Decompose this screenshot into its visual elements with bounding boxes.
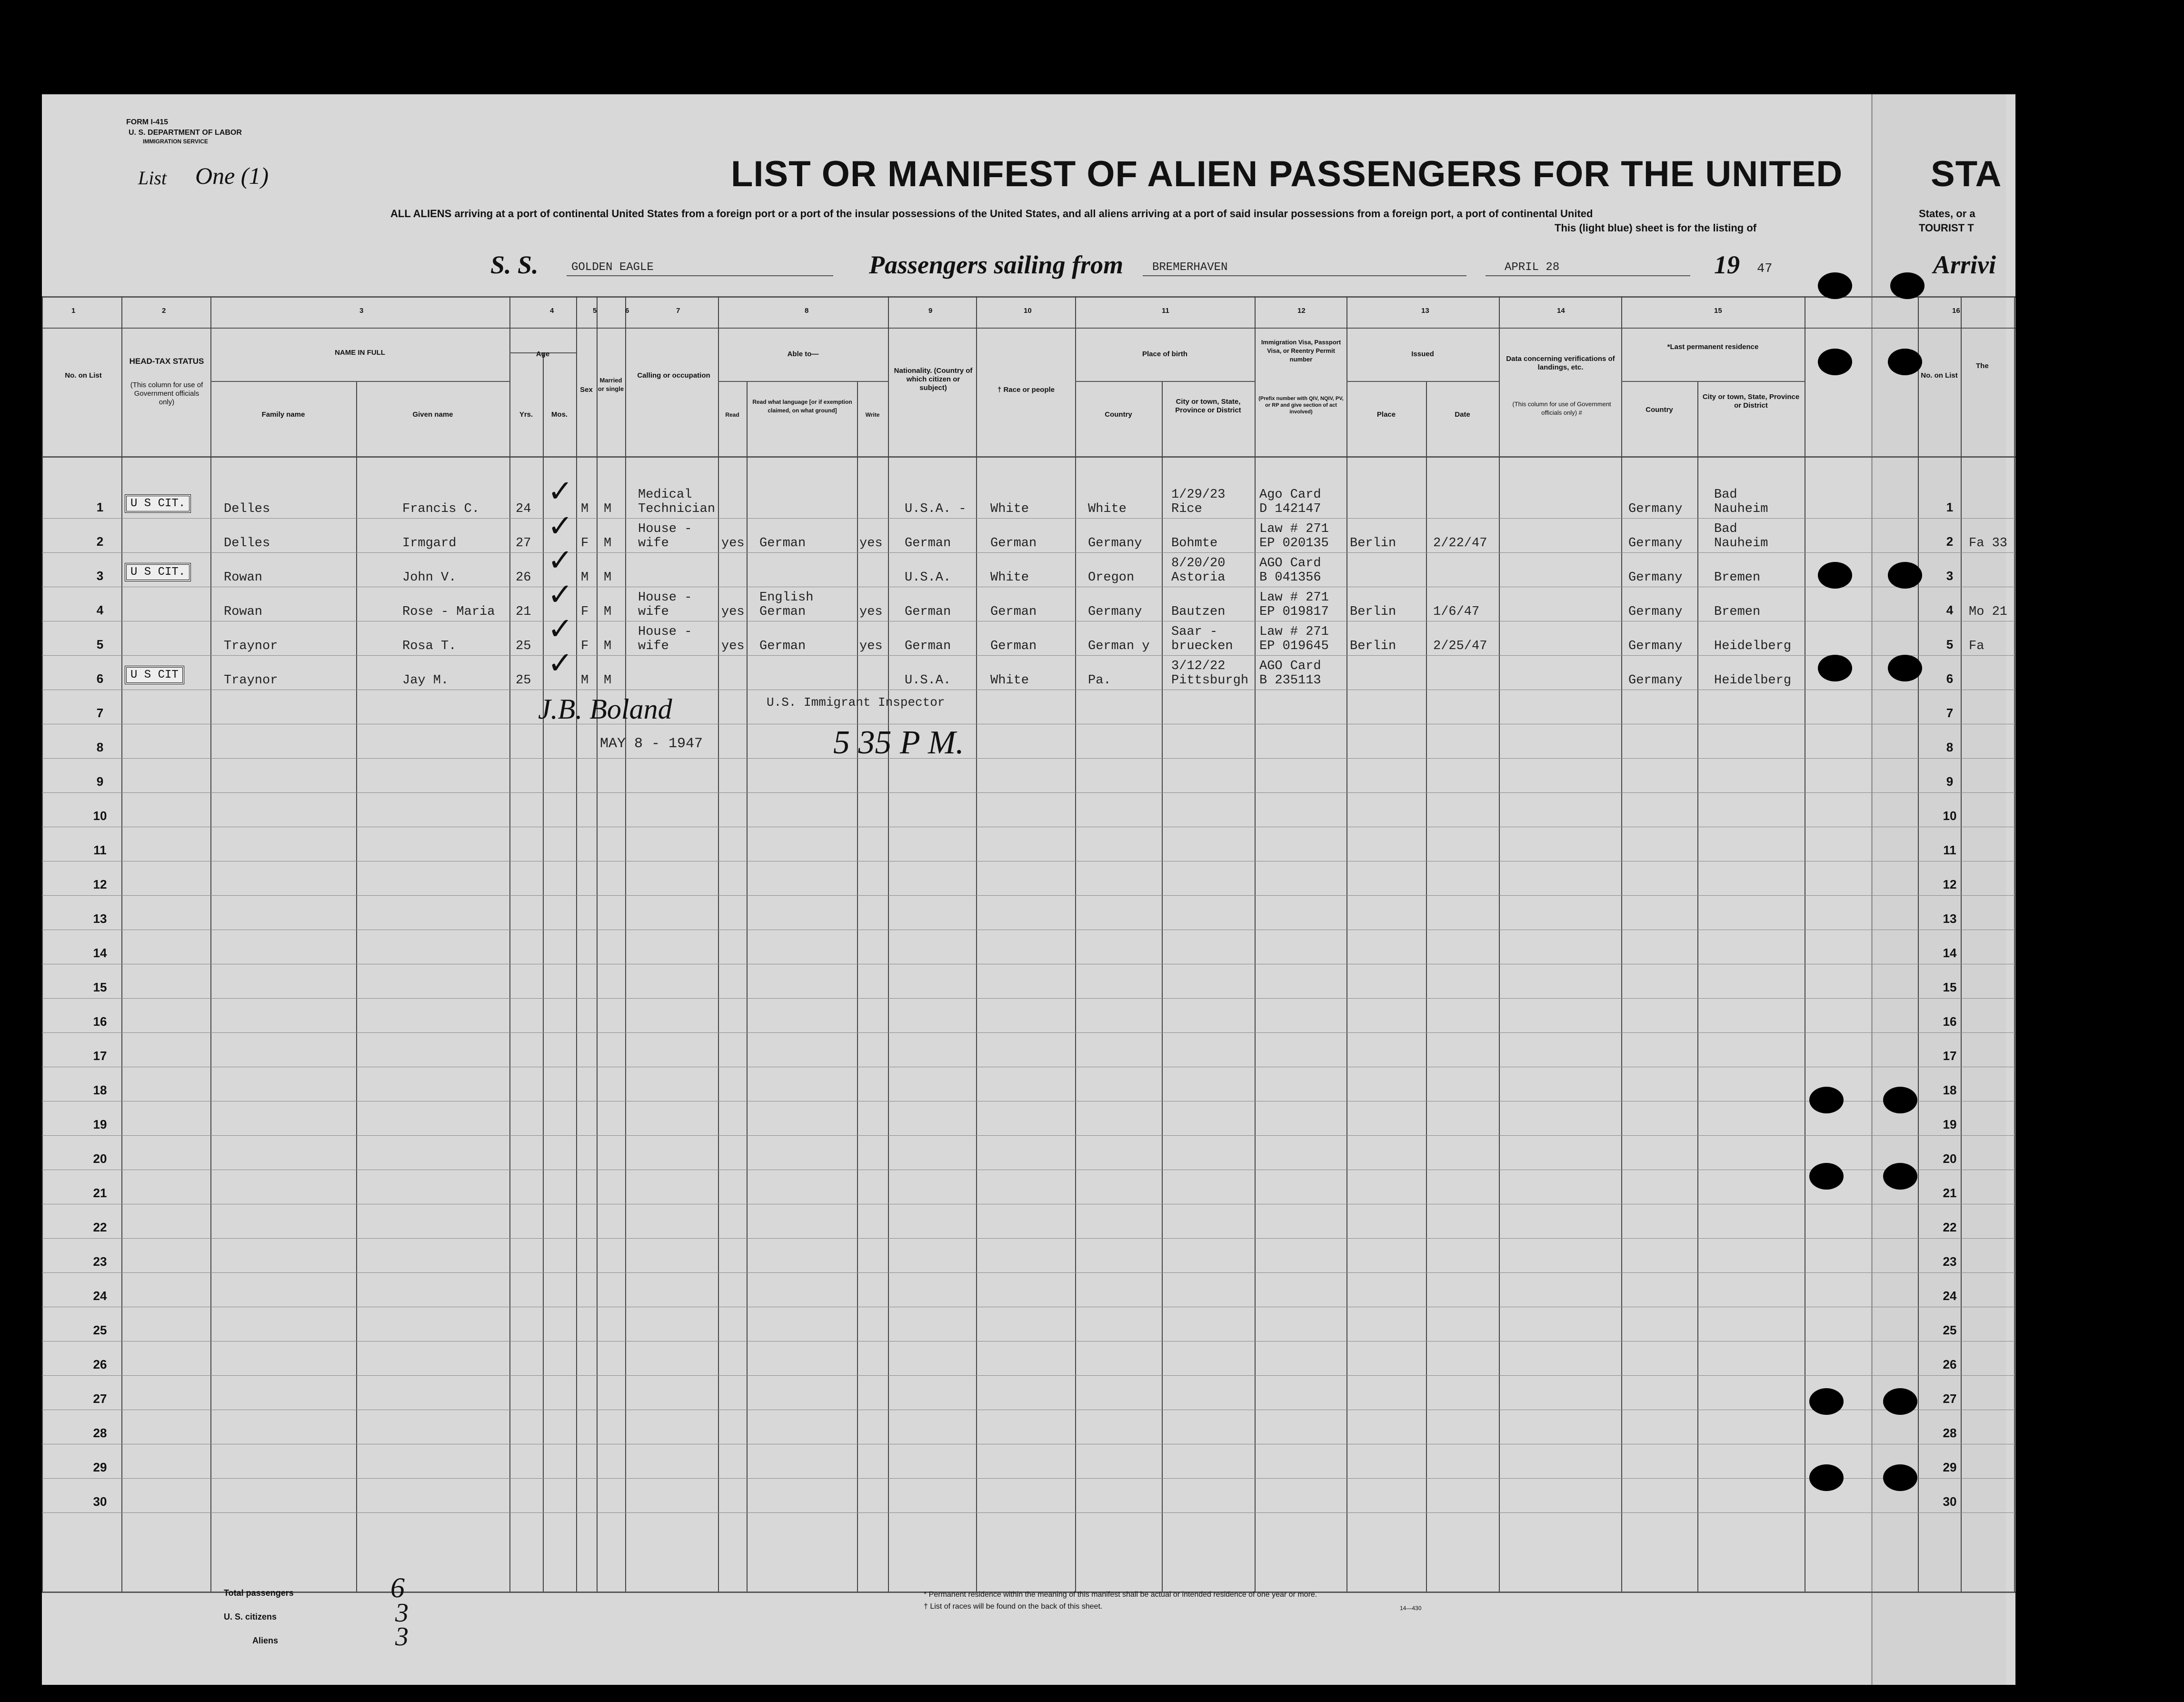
header-issued-date: Date bbox=[1455, 410, 1470, 419]
list-value: One (1) bbox=[195, 162, 269, 189]
cell-rcity1: Bad bbox=[1714, 522, 1737, 536]
cell-bcity2: bruecken bbox=[1171, 639, 1233, 653]
cell-write: yes bbox=[859, 639, 883, 653]
cell-place: Berlin bbox=[1350, 536, 1396, 551]
cell-sex: F bbox=[581, 605, 589, 619]
total-passengers-label: Total passengers bbox=[224, 1588, 294, 1598]
us-citizen-stamp: U S CIT. bbox=[125, 494, 191, 513]
row-rule bbox=[42, 552, 2015, 553]
cell-yrs: 25 bbox=[516, 673, 531, 688]
col-number-11: 11 bbox=[1162, 307, 1169, 315]
header-verifications: Data concerning verifications of landings, etc. bbox=[1506, 355, 1615, 371]
punch-hole bbox=[1818, 655, 1852, 681]
row-number: 14 bbox=[93, 946, 107, 960]
cell-bcountry: Pa. bbox=[1088, 673, 1111, 688]
cell-ms: M bbox=[604, 502, 612, 516]
cell-ms: M bbox=[604, 639, 612, 653]
cell-visa2: B 041356 bbox=[1259, 571, 1321, 585]
punch-hole bbox=[1883, 1464, 1917, 1491]
header-verif-note: (This column for use of Government officials only) # bbox=[1512, 400, 1611, 416]
footnote-races: † List of races will be found on the back of this sheet. bbox=[924, 1602, 1103, 1611]
cell-family: Rowan bbox=[224, 605, 263, 619]
row-rule bbox=[42, 1512, 2015, 1513]
row-number: 15 bbox=[93, 980, 107, 994]
header-no-on-list: No. on List bbox=[65, 371, 102, 380]
punch-hole bbox=[1888, 655, 1922, 681]
cell-sex: F bbox=[581, 536, 589, 551]
row-number: 6 bbox=[96, 671, 104, 686]
cell-bcountry: Germany bbox=[1088, 536, 1142, 551]
cell-given: Irmgard bbox=[402, 536, 457, 551]
us-citizen-stamp: U S CIT. bbox=[125, 563, 191, 581]
check-mark: ✓ bbox=[548, 474, 573, 509]
row-number-right: 24 bbox=[1943, 1289, 1957, 1303]
aliens-value: 3 bbox=[395, 1622, 409, 1652]
cell-nat: German bbox=[905, 605, 951, 619]
us-citizen-stamp: U S CIT bbox=[125, 666, 184, 684]
cell-rcity2: Nauheim bbox=[1714, 502, 1768, 516]
cell-ms: M bbox=[604, 605, 612, 619]
header-mos: Mos. bbox=[551, 410, 568, 419]
check-mark: ✓ bbox=[548, 577, 573, 612]
cell-visa1: Law # 271 bbox=[1259, 522, 1329, 536]
cell-bcountry: German y bbox=[1088, 639, 1150, 653]
header-family-name: Family name bbox=[261, 410, 305, 419]
col-number-5: 5 bbox=[593, 307, 597, 315]
cell-sex: M bbox=[581, 502, 589, 516]
row-number: 22 bbox=[93, 1220, 107, 1234]
row-number-right: 21 bbox=[1943, 1186, 1957, 1200]
cell-race: German bbox=[990, 605, 1037, 619]
col-number-1: 1 bbox=[71, 307, 76, 315]
cell-race: White bbox=[990, 673, 1029, 688]
header-calling: Calling or occupation bbox=[637, 371, 710, 380]
col-number-12: 12 bbox=[1297, 307, 1306, 315]
row-number: 25 bbox=[93, 1323, 107, 1337]
cell-write: yes bbox=[859, 536, 883, 551]
cell-rcity2: Heidelberg bbox=[1714, 673, 1792, 688]
row-number-right: 27 bbox=[1943, 1392, 1957, 1406]
row-rule bbox=[42, 998, 2015, 999]
cell-read: yes bbox=[721, 639, 745, 653]
cell-bcountry: White bbox=[1088, 502, 1127, 516]
col-number-14: 14 bbox=[1557, 307, 1565, 315]
row-number: 28 bbox=[93, 1426, 107, 1440]
cell-rcity2: Nauheim bbox=[1714, 536, 1768, 551]
col-number-2: 2 bbox=[162, 307, 166, 315]
cell-bcity1: 3/12/22 bbox=[1171, 659, 1226, 673]
cell-calling1: House - bbox=[638, 591, 692, 605]
row-rule bbox=[42, 1238, 2015, 1239]
cell-bcity1: 8/20/20 bbox=[1171, 556, 1226, 571]
punch-hole bbox=[1883, 1087, 1917, 1113]
cell-nat: U.S.A. bbox=[905, 673, 951, 688]
cell-bcity1: Saar - bbox=[1171, 625, 1218, 639]
row-rule bbox=[42, 1341, 2015, 1342]
row-rule bbox=[42, 518, 2015, 519]
cell-bcity1: 1/29/23 bbox=[1171, 488, 1226, 502]
punch-hole bbox=[1883, 1163, 1917, 1190]
row-number-right: 1 bbox=[1946, 500, 1954, 514]
row-rule bbox=[42, 792, 2015, 793]
header-yrs: Yrs. bbox=[519, 410, 533, 419]
header-place-of-birth: Place of birth bbox=[1142, 350, 1188, 358]
punch-hole bbox=[1888, 562, 1922, 589]
cell-given: Jay M. bbox=[402, 673, 449, 688]
row-number: 8 bbox=[96, 740, 104, 754]
us-citizens-value: 3 bbox=[395, 1598, 409, 1628]
cell-family: Delles bbox=[224, 502, 270, 516]
row-number-right: 10 bbox=[1943, 809, 1957, 823]
header-read: Read bbox=[725, 411, 739, 418]
row-rule bbox=[42, 1478, 2015, 1479]
header-head-tax-note: (This column for use of Government officials only) bbox=[130, 381, 203, 406]
row-number: 7 bbox=[96, 706, 104, 720]
row-number: 10 bbox=[93, 809, 107, 823]
row-number-right: 20 bbox=[1943, 1151, 1957, 1166]
cell-given: Francis C. bbox=[402, 502, 480, 516]
row-number-right: 9 bbox=[1946, 774, 1954, 789]
row-number: 16 bbox=[93, 1014, 107, 1029]
row-number-right: 18 bbox=[1943, 1083, 1957, 1097]
header-race: † Race or people bbox=[997, 386, 1055, 394]
header-res-city: City or town, State, Province or District bbox=[1702, 393, 1800, 410]
cell-ms: M bbox=[604, 673, 612, 688]
header-birth-city: City or town, State, Province or District bbox=[1175, 398, 1241, 414]
cell-rcity2: Heidelberg bbox=[1714, 639, 1792, 653]
aliens-label: Aliens bbox=[252, 1636, 279, 1645]
cell-yrs: 26 bbox=[516, 571, 531, 585]
cell-sex: M bbox=[581, 673, 589, 688]
cell-visa1: Law # 271 bbox=[1259, 591, 1329, 605]
check-mark: ✓ bbox=[548, 611, 573, 647]
row-rule bbox=[42, 1375, 2015, 1376]
row-number: 1 bbox=[96, 500, 104, 514]
ss-label: S. S. bbox=[490, 250, 539, 279]
manifest-instructions-2: This (light blue) sheet is for the listing of bbox=[1555, 222, 1757, 234]
cell-read: yes bbox=[721, 605, 745, 619]
row-number-right: 8 bbox=[1946, 740, 1954, 754]
cell-rcity1: Bad bbox=[1714, 488, 1737, 502]
manifest-sheet bbox=[42, 94, 2015, 1685]
cell-idate: 2/25/47 bbox=[1433, 639, 1487, 653]
check-mark: ✓ bbox=[548, 543, 573, 578]
punch-hole bbox=[1883, 1388, 1917, 1415]
row-rule bbox=[42, 895, 2015, 896]
cell-given: Rose - Maria bbox=[402, 605, 495, 619]
cell-family: Rowan bbox=[224, 571, 263, 585]
instructions-right-2: TOURIST T bbox=[1919, 222, 1974, 234]
cell-rcity2: Bremen bbox=[1714, 571, 1761, 585]
inspection-time: 5 35 P M. bbox=[833, 724, 964, 761]
row-number-right: 22 bbox=[1943, 1220, 1957, 1234]
header-visa-note: (Prefix number with QIV, NQIV, PV, or RP and give section of act involved) bbox=[1258, 396, 1344, 415]
header-age: Age bbox=[536, 350, 550, 358]
cell-lang2: German bbox=[759, 639, 806, 653]
row-number-right: 2 bbox=[1946, 534, 1954, 549]
punch-hole bbox=[1888, 349, 1922, 375]
manifest-title: LIST OR MANIFEST OF ALIEN PASSENGERS FOR THE UNITED bbox=[731, 154, 1843, 194]
cell-bcity2: Astoria bbox=[1171, 571, 1226, 585]
cell-calling2: wife bbox=[638, 605, 669, 619]
cell-race: White bbox=[990, 502, 1029, 516]
cell-rcountry: Germany bbox=[1628, 605, 1683, 619]
agency: U. S. DEPARTMENT OF LABOR bbox=[129, 129, 242, 137]
header-head-tax: HEAD-TAX STATUS bbox=[129, 357, 204, 366]
col-number-6: 6 bbox=[625, 307, 629, 315]
punch-hole bbox=[1818, 349, 1852, 375]
cell-read: yes bbox=[721, 536, 745, 551]
cell-visa2: EP 019817 bbox=[1259, 605, 1329, 619]
row-number: 21 bbox=[93, 1186, 107, 1200]
row-number-right: 29 bbox=[1943, 1460, 1957, 1474]
cell-idate: 1/6/47 bbox=[1433, 605, 1480, 619]
row-number-right: 12 bbox=[1943, 877, 1957, 891]
cell-bcity2: Rice bbox=[1171, 502, 1202, 516]
arriving-label: Arrivi bbox=[1933, 250, 1996, 279]
cell-rcountry: Germany bbox=[1628, 536, 1683, 551]
row-number-right: 13 bbox=[1943, 911, 1957, 926]
header-read-lang: Read what language [or if exemption claimed, on what ground] bbox=[752, 399, 852, 414]
row-number: 23 bbox=[93, 1254, 107, 1269]
row-number-right: 26 bbox=[1943, 1357, 1957, 1372]
cell-calling2: wife bbox=[638, 536, 669, 551]
col-number-7: 7 bbox=[676, 307, 680, 315]
footnote-residence: * Permanent residence within the meaning of this manifest shall be actual or intended residence of one year or more. bbox=[924, 1591, 1317, 1599]
row-number: 13 bbox=[93, 911, 107, 926]
cell-yrs: 24 bbox=[516, 502, 531, 516]
sailing-date: APRIL 28 bbox=[1505, 261, 1560, 274]
check-mark: ✓ bbox=[548, 646, 573, 681]
row-number-right: 30 bbox=[1943, 1494, 1957, 1509]
cell-lang2: German bbox=[759, 605, 806, 619]
form-number: FORM I-415 bbox=[126, 118, 169, 126]
punch-hole bbox=[1809, 1087, 1844, 1113]
header-birth-country: Country bbox=[1105, 410, 1132, 419]
cell-nat: German bbox=[905, 639, 951, 653]
cell-calling2: Technician bbox=[638, 502, 716, 516]
row-number: 24 bbox=[93, 1289, 107, 1303]
cell-visa1: Law # 271 bbox=[1259, 625, 1329, 639]
cell-calling2: wife bbox=[638, 639, 669, 653]
cell-visa1: Ago Card bbox=[1259, 488, 1321, 502]
header-right-partial: The bbox=[1976, 362, 1989, 370]
row-number: 27 bbox=[93, 1392, 107, 1406]
row-number: 19 bbox=[93, 1117, 107, 1131]
row-number: 18 bbox=[93, 1083, 107, 1097]
cell-write: yes bbox=[859, 605, 883, 619]
cell-bcountry: Germany bbox=[1088, 605, 1142, 619]
row-number-right: 14 bbox=[1943, 946, 1957, 960]
list-label: List bbox=[138, 167, 167, 189]
inspector-stamp-date: MAY 8 - 1947 bbox=[600, 736, 703, 752]
row-number-right: 16 bbox=[1943, 1014, 1957, 1029]
header-married: Married or single bbox=[598, 377, 624, 392]
punch-hole bbox=[1890, 272, 1925, 299]
cell-family: Traynor bbox=[224, 639, 278, 653]
cell-visa2: EP 020135 bbox=[1259, 536, 1329, 551]
cell-calling1: Medical bbox=[638, 488, 692, 502]
col-number-3: 3 bbox=[359, 307, 364, 315]
ship-name: GOLDEN EAGLE bbox=[571, 261, 654, 274]
row-number-right: 28 bbox=[1943, 1426, 1957, 1440]
col-number-8: 8 bbox=[805, 307, 809, 315]
total-passengers-value: 6 bbox=[390, 1572, 405, 1603]
punch-hole bbox=[1809, 1388, 1844, 1415]
punch-hole bbox=[1809, 1464, 1844, 1491]
cell-yrs: 25 bbox=[516, 639, 531, 653]
cell-bcountry: Oregon bbox=[1088, 571, 1135, 585]
row-number-right: 23 bbox=[1943, 1254, 1957, 1269]
col-number-10: 10 bbox=[1024, 307, 1032, 315]
row-number: 11 bbox=[93, 843, 107, 857]
header-given-name: Given name bbox=[412, 410, 453, 419]
row-number: 12 bbox=[93, 877, 107, 891]
cell-bcity2: Pittsburgh bbox=[1171, 673, 1249, 688]
cell-rcountry: Germany bbox=[1628, 673, 1683, 688]
row-rule bbox=[42, 655, 2015, 656]
cell-ms: M bbox=[604, 571, 612, 585]
cell-bcity2: Bautzen bbox=[1171, 605, 1226, 619]
header-issued-place: Place bbox=[1376, 410, 1396, 419]
manifest-next-sheet-edge bbox=[1871, 94, 2006, 1685]
cell-rcountry: Germany bbox=[1628, 502, 1683, 516]
col-number-13: 13 bbox=[1421, 307, 1429, 315]
punch-hole bbox=[1818, 272, 1852, 299]
cell-rcountry: Germany bbox=[1628, 639, 1683, 653]
header-visa: Immigration Visa, Passport Visa, or Reentry Permit number bbox=[1261, 339, 1341, 363]
row-number-right: 15 bbox=[1943, 980, 1957, 994]
cell-visa2: B 235113 bbox=[1259, 673, 1321, 688]
row-number-right: 4 bbox=[1946, 603, 1954, 617]
cell-calling1: House - bbox=[638, 625, 692, 639]
inspector-signature: J.B. Boland bbox=[538, 693, 672, 725]
cell-family: Delles bbox=[224, 536, 270, 551]
cell-race: White bbox=[990, 571, 1029, 585]
cell-rcity2: Bremen bbox=[1714, 605, 1761, 619]
row-number: 17 bbox=[93, 1049, 107, 1063]
footnote-code: 14—430 bbox=[1400, 1605, 1422, 1612]
row-number: 30 bbox=[93, 1494, 107, 1509]
cell-visa1: AGO Card bbox=[1259, 659, 1321, 673]
row-rule bbox=[42, 1032, 2015, 1033]
row-number: 29 bbox=[93, 1460, 107, 1474]
header-issued: Issued bbox=[1411, 350, 1434, 358]
row-number: 3 bbox=[96, 569, 104, 583]
cell-ms: M bbox=[604, 536, 612, 551]
row-rule bbox=[42, 1272, 2015, 1273]
cell-nat: German bbox=[905, 536, 951, 551]
instructions-right-1: States, or a bbox=[1919, 208, 1975, 220]
cell-place: Berlin bbox=[1350, 605, 1396, 619]
cell-visa2: EP 019645 bbox=[1259, 639, 1329, 653]
cell-right: Fa bbox=[1969, 639, 1985, 653]
header-nationality: Nationality. (Country of which citizen or subject) bbox=[894, 367, 973, 392]
cell-nat: U.S.A. bbox=[905, 571, 951, 585]
manifest-instructions: ALL ALIENS arriving at a port of continental United States from a foreign port or a port of the insular possessions of the United States, and all aliens arriving at a port of said insular possessions from a foreign port, a port of continental United bbox=[390, 208, 1593, 220]
cell-idate: 2/22/47 bbox=[1433, 536, 1487, 551]
col-number-4: 4 bbox=[550, 307, 554, 315]
header-able-to: Able to— bbox=[787, 350, 819, 358]
cell-bcity2: Bohmte bbox=[1171, 536, 1218, 551]
punch-hole bbox=[1809, 1163, 1844, 1190]
row-number-right: 6 bbox=[1946, 671, 1954, 686]
cell-race: German bbox=[990, 536, 1037, 551]
col-number-9: 9 bbox=[928, 307, 933, 315]
header-no-on-list-right: No. on List bbox=[1921, 371, 1958, 380]
header-name-in-full: NAME IN FULL bbox=[335, 349, 385, 357]
cell-calling1: House - bbox=[638, 522, 692, 536]
row-number-right: 25 bbox=[1943, 1323, 1957, 1337]
check-mark: ✓ bbox=[548, 509, 573, 544]
header-last-residence: *Last permanent residence bbox=[1667, 343, 1759, 351]
cell-yrs: 27 bbox=[516, 536, 531, 551]
row-number-right: 7 bbox=[1946, 706, 1954, 720]
row-number: 9 bbox=[96, 774, 104, 789]
row-rule bbox=[42, 758, 2015, 759]
manifest-title-continued: STA bbox=[1931, 154, 2002, 194]
cell-sex: M bbox=[581, 571, 589, 585]
inspector-label: U.S. Immigrant Inspector bbox=[767, 695, 945, 710]
row-number: 26 bbox=[93, 1357, 107, 1372]
cell-visa1: AGO Card bbox=[1259, 556, 1321, 571]
header-sex: Sex bbox=[580, 386, 593, 394]
cell-rcountry: Germany bbox=[1628, 571, 1683, 585]
year-prefix: 19 bbox=[1714, 250, 1740, 279]
row-number: 4 bbox=[96, 603, 104, 617]
row-number: 2 bbox=[96, 534, 104, 549]
cell-nat: U.S.A. - bbox=[905, 502, 967, 516]
col-number-15: 15 bbox=[1714, 307, 1722, 315]
header-write: Write bbox=[865, 411, 880, 418]
cell-right: Mo 21 bbox=[1969, 605, 2008, 619]
cell-given: John V. bbox=[402, 571, 457, 585]
cell-given: Rosa T. bbox=[402, 639, 457, 653]
cell-lang1: English bbox=[759, 591, 814, 605]
us-citizens-label: U. S. citizens bbox=[224, 1612, 277, 1622]
row-number-right: 5 bbox=[1946, 637, 1954, 651]
year: 47 bbox=[1757, 262, 1773, 276]
departure-port: BREMERHAVEN bbox=[1152, 261, 1228, 274]
row-number: 5 bbox=[96, 637, 104, 651]
row-rule bbox=[42, 1135, 2015, 1136]
row-number: 20 bbox=[93, 1151, 107, 1166]
cell-race: German bbox=[990, 639, 1037, 653]
row-number-right: 3 bbox=[1946, 569, 1954, 583]
cell-lang2: German bbox=[759, 536, 806, 551]
cell-right: Fa 33 bbox=[1969, 536, 2008, 551]
cell-sex: F bbox=[581, 639, 589, 653]
cell-family: Traynor bbox=[224, 673, 278, 688]
sailing-label: Passengers sailing from bbox=[869, 250, 1124, 279]
punch-hole bbox=[1818, 562, 1852, 589]
header-res-country: Country bbox=[1645, 406, 1673, 414]
cell-visa2: D 142147 bbox=[1259, 502, 1321, 516]
row-number-right: 11 bbox=[1943, 843, 1956, 857]
cell-yrs: 21 bbox=[516, 605, 531, 619]
cell-place: Berlin bbox=[1350, 639, 1396, 653]
row-number-right: 19 bbox=[1943, 1117, 1957, 1131]
col-number-16: 16 bbox=[1952, 307, 1960, 315]
row-number-right: 17 bbox=[1943, 1049, 1957, 1063]
service: IMMIGRATION SERVICE bbox=[143, 138, 208, 145]
